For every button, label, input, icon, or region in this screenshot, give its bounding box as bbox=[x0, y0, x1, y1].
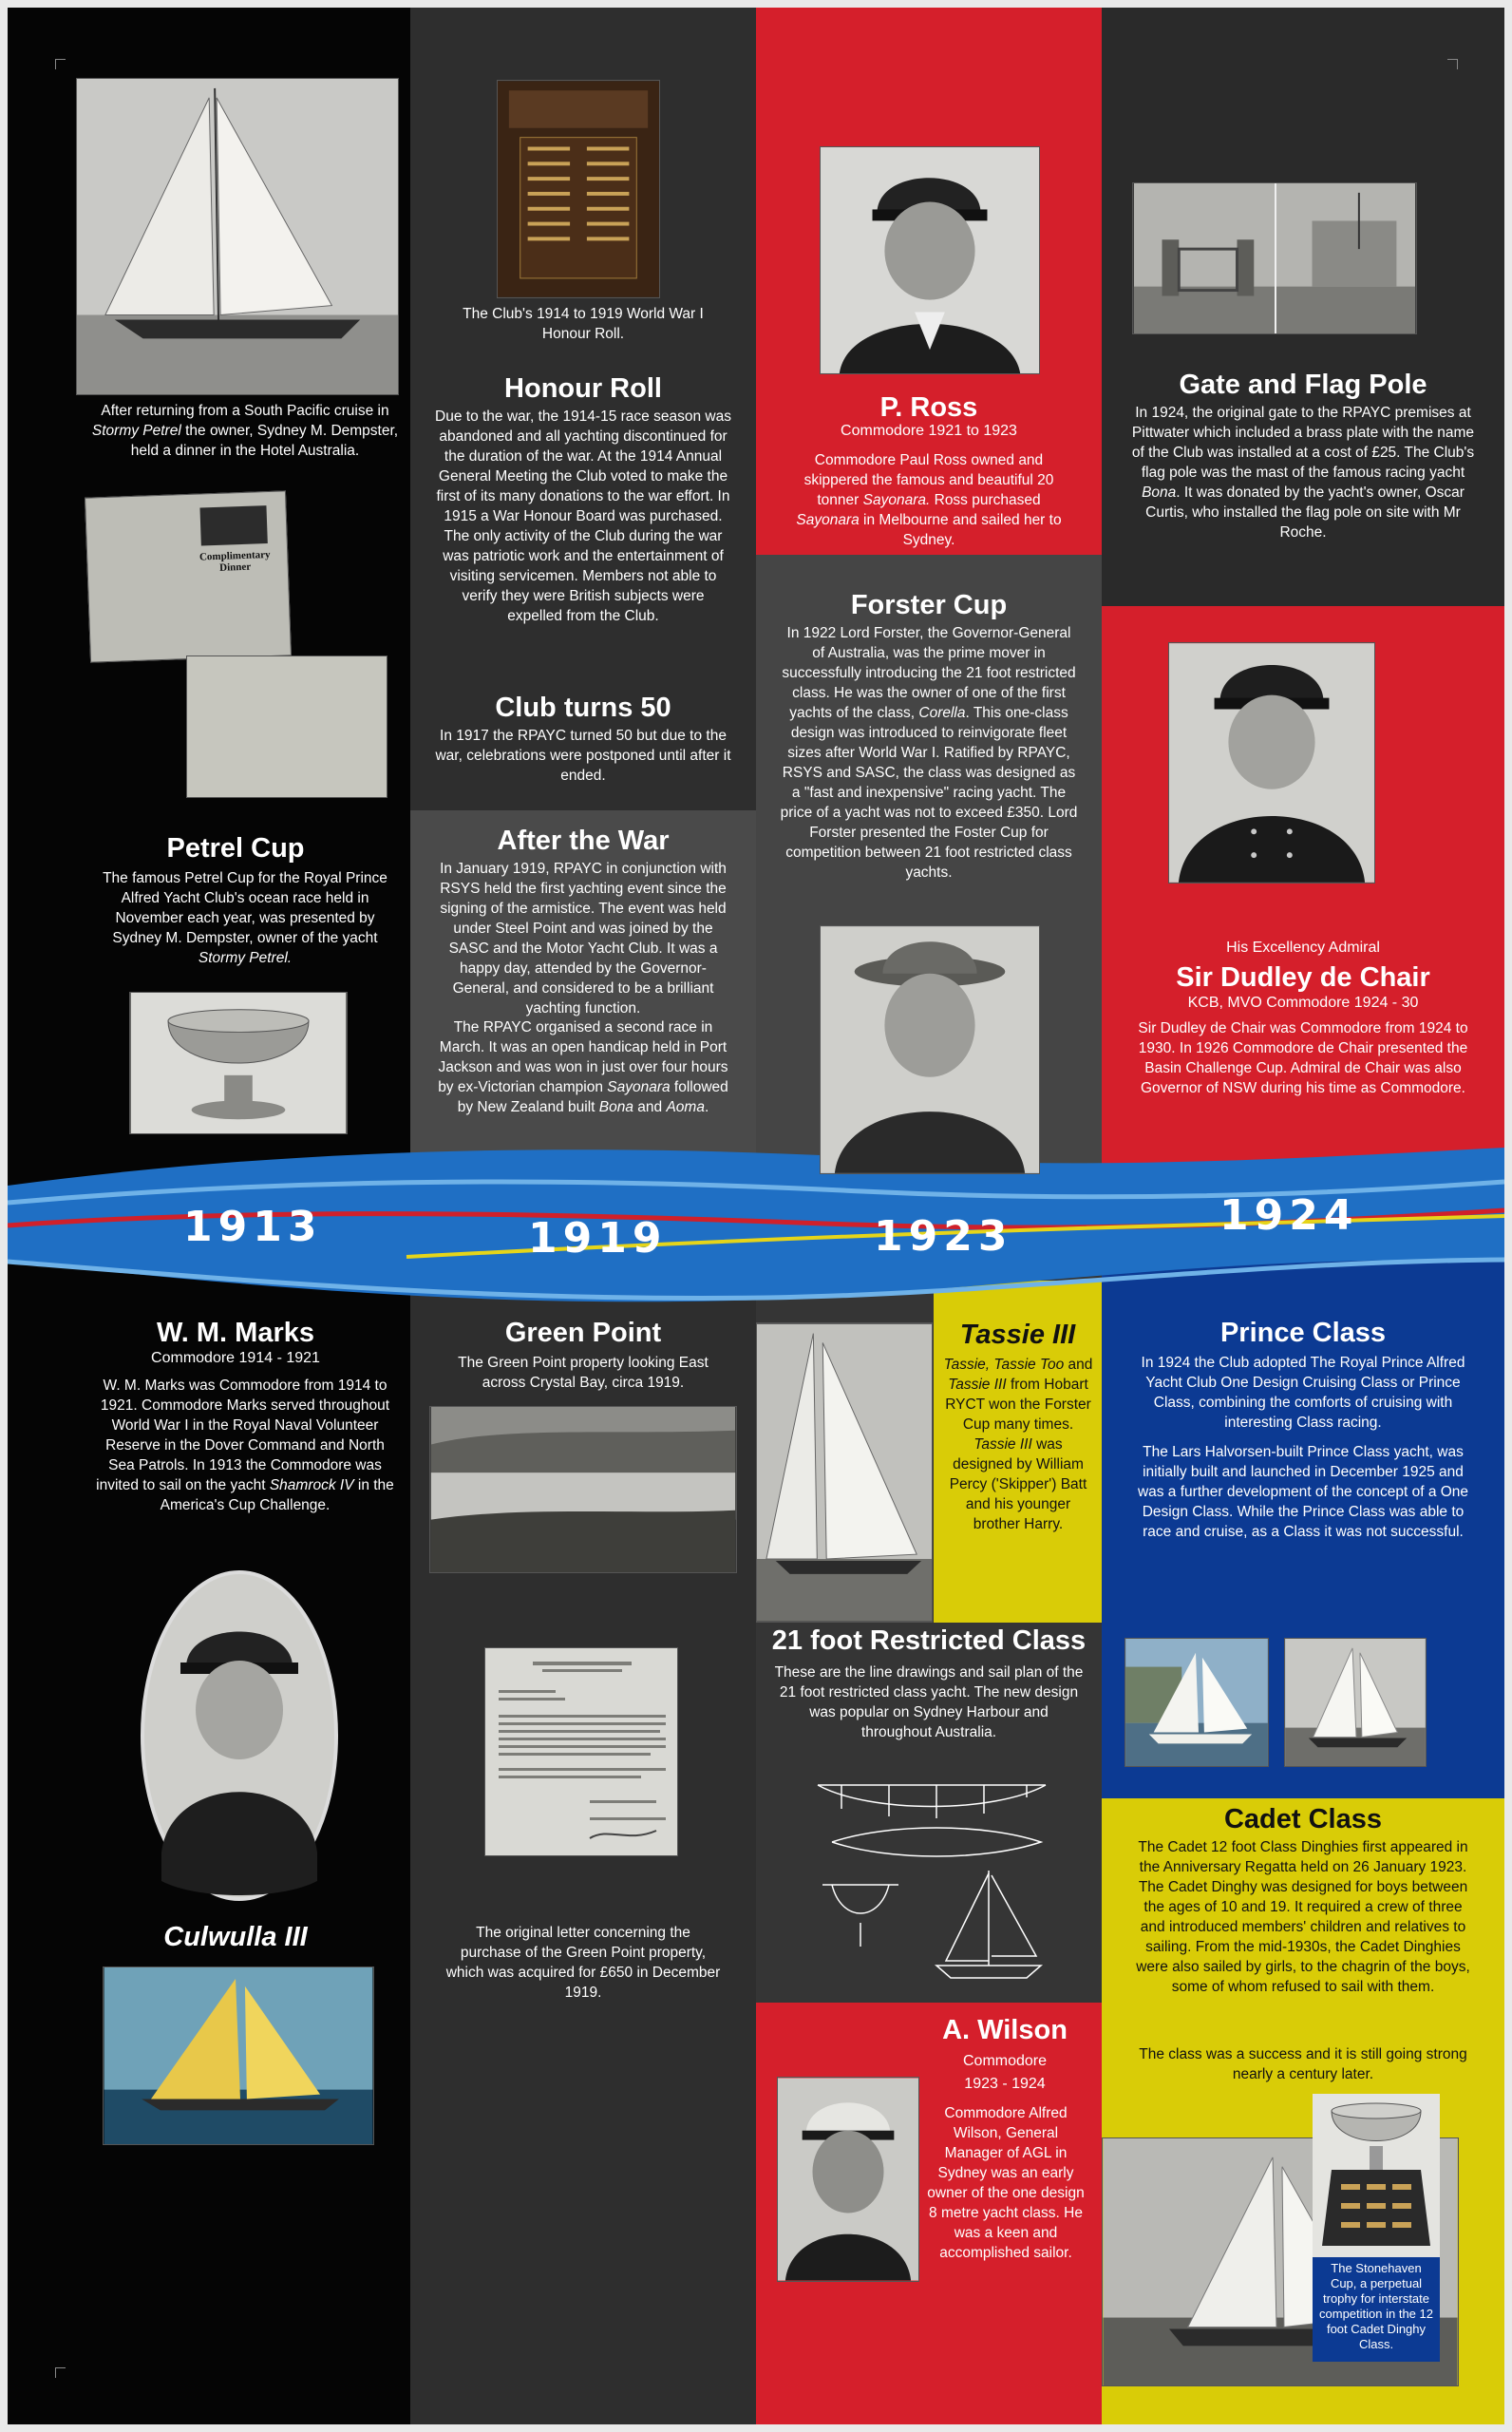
green-point-text: The Green Point property looking East across Crystal Bay, circa 1919. bbox=[458, 1355, 709, 1391]
yacht-stormy-petrel-photo bbox=[76, 78, 399, 395]
prince-class-title: Prince Class bbox=[1219, 1318, 1387, 1348]
crop-mark-bottom-left bbox=[55, 2367, 66, 2378]
green-point-title: Green Point bbox=[504, 1318, 662, 1348]
gate-flag-pole-text: In 1924, the original gate to the RPAYC premises at Pittwater which included a brass plate with the name of the Club was installed at a cost of £25. The Club's flag pole was the mast of the famous racing yacht Bona. It was donated by the yacht's owner, Oscar Curtis, who installed the flag pole on site with Mr Roche. bbox=[1131, 405, 1475, 541]
dinner-caption: After returning from a South Pacific cruise in Stormy Petrel the owner, Sydney M. Dempster, held a dinner in the Hotel Australia. bbox=[91, 403, 399, 459]
petrel-cup-photo bbox=[129, 992, 348, 1134]
menu-heading: Complimentary Dinner bbox=[198, 548, 271, 574]
gate-flag-pole-photo bbox=[1132, 182, 1417, 334]
prince-class-text-1: In 1924 the Club adopted The Royal Prince Alfred Yacht Club One Design Cruising Class or Prince Class, combining the comforts of cruising with interesting Class racing. bbox=[1141, 1355, 1465, 1431]
w-m-marks-subtitle: Commodore 1914 - 1921 bbox=[151, 1350, 320, 1366]
petrel-cup-title: Petrel Cup bbox=[166, 833, 305, 864]
forster-cup-title: Forster Cup bbox=[850, 590, 1008, 620]
dudley-de-chair-text: Sir Dudley de Chair was Commodore from 1924 to 1930. In 1926 Commodore de Chair presented the Basin Challenge Cup. Admiral de Chair was also Governor of NSW during his time as Commodore. bbox=[1138, 1020, 1468, 1096]
stonehaven-caption: The Stonehaven Cup, a perpetual trophy for interstate competition in the 12 foot Cadet Dinghy Class. bbox=[1319, 2261, 1433, 2351]
gate-flag-pole-title: Gate and Flag Pole bbox=[1179, 370, 1427, 400]
club-turns-50-title: Club turns 50 bbox=[495, 693, 671, 723]
p-ross-title: P. Ross bbox=[879, 392, 978, 423]
poster bbox=[8, 8, 1504, 2424]
green-point-photo bbox=[429, 1406, 737, 1573]
restricted-class-text: These are the line drawings and sail plan of the 21 foot restricted class yacht. The new design was popular on Sydney Harbour and throughout Australia. bbox=[774, 1664, 1084, 1740]
p-ross-portrait bbox=[820, 146, 1040, 374]
prince-class-photo-1 bbox=[1125, 1638, 1269, 1767]
honour-board-photo bbox=[497, 80, 660, 298]
prince-class-text-2: The Lars Halvorsen-built Prince Class yacht, was initially built and launched in December 1925 and was a further development of the concept of a One Design Class. While the Prince Class was able to race and cruise, as a Class it was not successful. bbox=[1137, 1444, 1469, 1540]
a-wilson-subtitle-1: Commodore bbox=[962, 2053, 1048, 2069]
year-1913: 1913 bbox=[183, 1203, 323, 1251]
crop-mark-top-right bbox=[1447, 59, 1458, 69]
menu-portrait bbox=[199, 505, 267, 545]
year-1919: 1919 bbox=[528, 1214, 668, 1263]
restricted-class-title: 21 foot Restricted Class bbox=[771, 1625, 1087, 1656]
a-wilson-portrait bbox=[777, 2077, 919, 2282]
petrel-cup-text: The famous Petrel Cup for the Royal Prince Alfred Yacht Club's ocean race held in November each year, was presented by Sydney M. Dempster, owner of the yacht Stormy Petrel. bbox=[103, 870, 387, 966]
green-point-letter-caption: The original letter concerning the purchase of the Green Point property, which was acquired for £650 in December 1919. bbox=[445, 1925, 721, 2001]
dudley-de-chair-title: Sir Dudley de Chair bbox=[1176, 962, 1430, 993]
after-the-war-text-2: The RPAYC organised a second race in March. It was an open handicap held in Port Jackson and was won in just over four hours by ex-Victorian champion Sayonara followed by New Zealand built Bona and Aoma. bbox=[438, 1019, 728, 1115]
a-wilson-text: Commodore Alfred Wilson, General Manager of AGL in Sydney was an early owner of the one design 8 metre yacht class. He was a keen and accomplished sailor. bbox=[927, 2105, 1085, 2261]
tassie-iii-text: Tassie, Tassie Too and Tassie III from Hobart RYCT won the Forster Cup many times. Tassie III was designed by William Percy ('Skipper') Batt and his younger brother Harry. bbox=[943, 1357, 1093, 1532]
green-point-letter bbox=[484, 1647, 678, 1856]
cadet-class-text-1: The Cadet 12 foot Class Dinghies first appeared in the Anniversary Regatta held on 26 January 1923. The Cadet Dinghy was designed for boys between the ages of 10 and 19. It required a crew of three and introduced members' children and relatives to sailing. From the mid-1930s, the Cadet Dinghies were also sailed by girls, to the chagrin of the boys, some of whom refused to sail with them. bbox=[1136, 1839, 1470, 1995]
prince-class-photo-2 bbox=[1284, 1638, 1427, 1767]
dudley-de-chair-subtitle: KCB, MVO Commodore 1924 - 30 bbox=[1187, 995, 1419, 1011]
w-m-marks-portrait bbox=[139, 1568, 340, 1904]
tassie-iii-title: Tassie III bbox=[959, 1320, 1076, 1350]
culwulla-iii-painting bbox=[103, 1966, 374, 2145]
year-1923: 1923 bbox=[874, 1212, 1013, 1261]
a-wilson-title: A. Wilson bbox=[942, 2015, 1068, 2045]
crop-mark-top-left bbox=[55, 59, 66, 69]
year-1924: 1924 bbox=[1219, 1191, 1359, 1240]
tassie-iii-photo bbox=[756, 1322, 933, 1623]
p-ross-text: Commodore Paul Ross owned and skippered the famous and beautiful 20 tonner Sayonara. Ross purchased Sayonara in Melbourne and sailed her to Sydney. bbox=[796, 452, 1062, 548]
w-m-marks-text: W. M. Marks was Commodore from 1914 to 1921. Commodore Marks served throughout World War I in the Royal Naval Volunteer Reserve in the Dover Command and North Sea Patrols. In 1913 the Commodore was invited to sail on the yacht Shamrock IV in the America's Cup Challenge. bbox=[96, 1378, 394, 1513]
club-turns-50-text: In 1917 the RPAYC turned 50 but due to the war, celebrations were postponed until after it ended. bbox=[435, 728, 731, 784]
dudley-de-chair-portrait bbox=[1168, 642, 1375, 884]
culwulla-iii-title: Culwulla III bbox=[163, 1922, 308, 1952]
cadet-class-text-2: The class was a success and it is still going strong nearly a century later. bbox=[1139, 2046, 1467, 2082]
stonehaven-cup-photo bbox=[1313, 2094, 1440, 2257]
after-the-war-title: After the War bbox=[497, 826, 670, 856]
honour-roll-title: Honour Roll bbox=[504, 373, 662, 404]
restricted-class-drawings bbox=[813, 1771, 1050, 1989]
cadet-class-title: Cadet Class bbox=[1223, 1804, 1382, 1834]
after-the-war-text-1: In January 1919, RPAYC in conjunction with RSYS held the first yachting event since the signing of the armistice. The event was held under Steel Point and was joined by the SASC and the Motor Yacht Club. It was a happy day, attended by the Governor-General, and considered to be a brilliant yachting function. bbox=[440, 861, 727, 1016]
dudley-de-chair-pretitle: His Excellency Admiral bbox=[1226, 940, 1380, 956]
w-m-marks-title: W. M. Marks bbox=[157, 1318, 314, 1348]
a-wilson-subtitle-2: 1923 - 1924 bbox=[964, 2076, 1046, 2092]
honour-board-caption: The Club's 1914 to 1919 World War I Honour Roll. bbox=[463, 306, 704, 342]
lord-forster-portrait bbox=[820, 925, 1040, 1174]
forster-cup-text: In 1922 Lord Forster, the Governor-General of Australia, was the prime mover in successfully introducing the 21 foot restricted class. He was the owner of one of the first yachts of the class, Corella. This one-class design was introduced to reinvigorate fleet sizes after World War I. Ratified by RPAYC, RSYS and SASC, the class was designed as a "fast and inexpensive" racing yacht. The price of a yacht was not to exceed £350. Lord Forster presented the Foster Cup for competition between 21 foot restricted class yachts. bbox=[780, 625, 1078, 881]
honour-roll-text: Due to the war, the 1914-15 race season was abandoned and all yachting discontinued for the duration of the war. At the 1914 Annual General Meeting the Club voted to make the first of its many donations to the war effort. In 1915 a War Honour Board was purchased. The only activity of the Club during the war was patriotic work and the entertainment of visiting servicemen. Members not able to verify they were British subjects were expelled from the Club. bbox=[435, 408, 731, 624]
p-ross-subtitle: Commodore 1921 to 1923 bbox=[841, 423, 1017, 439]
dinner-menu-page bbox=[186, 656, 387, 798]
dinner-menu-card bbox=[85, 490, 292, 662]
